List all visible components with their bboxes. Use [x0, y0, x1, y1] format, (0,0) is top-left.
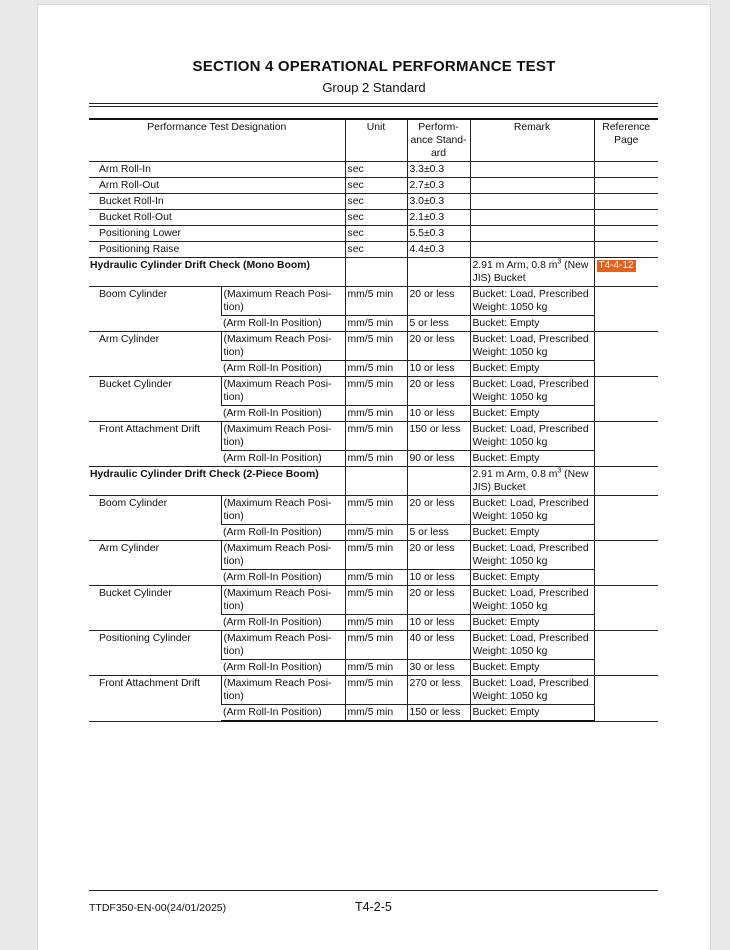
- remark-text: 2.91 m Arm, 0.8 m: [472, 469, 558, 480]
- remark-superscript: 3: [557, 258, 562, 266]
- row-unit: mm/5 min: [345, 586, 407, 615]
- table-row: [89, 242, 658, 258]
- title-divider: [89, 103, 658, 107]
- row-unit: sec: [345, 162, 407, 178]
- remark-text-continued: (New JIS) Bucket: [472, 260, 589, 284]
- table-row: [89, 210, 658, 226]
- row-designation: Bucket Cylinder: [89, 586, 221, 631]
- row-standard: 20 or less: [407, 541, 470, 570]
- row-reference: [594, 287, 658, 332]
- row-reference: [594, 226, 658, 242]
- row-designation: Arm Cylinder: [89, 332, 221, 377]
- row-standard: 3.0±0.3: [407, 194, 470, 210]
- performance-table: [89, 118, 658, 722]
- row-unit: mm/5 min: [345, 377, 407, 406]
- row-reference: [594, 162, 658, 178]
- row-remark: Bucket: Empty: [470, 570, 594, 586]
- row-designation: Arm Cylinder: [89, 541, 221, 586]
- row-remark: Bucket: Empty: [470, 406, 594, 422]
- header-standard: Perform- ance Stand- ard: [407, 119, 470, 162]
- row-remark: Bucket: Load, Prescribed Weight: 1050 kg: [470, 377, 594, 406]
- row-unit: sec: [345, 226, 407, 242]
- row-remark: [470, 162, 594, 178]
- row-remark: Bucket: Load, Prescribed Weight: 1050 kg: [470, 586, 594, 615]
- header-reference: Reference Page: [594, 119, 658, 162]
- row-unit: mm/5 min: [345, 422, 407, 451]
- row-reference: [594, 676, 658, 722]
- row-remark: Bucket: Load, Prescribed Weight: 1050 kg: [470, 422, 594, 451]
- table-row: [89, 226, 658, 242]
- row-remark: Bucket: Load, Prescribed Weight: 1050 kg: [470, 332, 594, 361]
- row-unit: mm/5 min: [345, 332, 407, 361]
- row-standard: 30 or less: [407, 660, 470, 676]
- row-standard: 5 or less: [407, 316, 470, 332]
- row-remark: [470, 194, 594, 210]
- row-remark: [470, 242, 594, 258]
- row-designation: Boom Cylinder: [89, 496, 221, 541]
- table-row: [89, 287, 658, 316]
- row-standard: 20 or less: [407, 586, 470, 615]
- row-standard: 3.3±0.3: [407, 162, 470, 178]
- row-unit: mm/5 min: [345, 705, 407, 722]
- row-reference: [594, 242, 658, 258]
- row-standard: 20 or less: [407, 287, 470, 316]
- row-unit: mm/5 min: [345, 615, 407, 631]
- row-standard: 150 or less: [407, 705, 470, 722]
- row-unit: mm/5 min: [345, 660, 407, 676]
- row-designation: Positioning Cylinder: [89, 631, 221, 676]
- remark-superscript: 3: [557, 467, 562, 475]
- row-unit: mm/5 min: [345, 541, 407, 570]
- document-id: TTDF350-EN-00(24/01/2025): [89, 902, 227, 914]
- row-condition: (Maximum Reach Posi- tion): [221, 586, 345, 615]
- reference-link[interactable]: T4-4-12: [598, 260, 634, 271]
- row-remark: Bucket: Empty: [470, 705, 594, 722]
- page-number: T4-2-5: [355, 900, 392, 914]
- row-standard: [407, 467, 470, 496]
- row-remark: Bucket: Load, Prescribed Weight: 1050 kg: [470, 541, 594, 570]
- row-condition: (Arm Roll-In Position): [221, 316, 345, 332]
- remark-text: 2.91 m Arm, 0.8 m: [472, 260, 558, 271]
- row-standard: 40 or less: [407, 631, 470, 660]
- row-designation: Bucket Cylinder: [89, 377, 221, 422]
- row-remark: Bucket: Empty: [470, 615, 594, 631]
- table-body: [89, 119, 658, 721]
- row-designation: Arm Roll-In: [89, 162, 345, 178]
- section-remark: [470, 258, 594, 287]
- row-unit: mm/5 min: [345, 631, 407, 660]
- section-header-row: [89, 258, 658, 287]
- table-row: [89, 676, 658, 705]
- row-standard: 20 or less: [407, 377, 470, 406]
- remark-text-continued: (New JIS) Bucket: [472, 469, 589, 493]
- row-standard: 5 or less: [407, 525, 470, 541]
- row-standard: 4.4±0.3: [407, 242, 470, 258]
- row-condition: (Maximum Reach Posi- tion): [221, 332, 345, 361]
- section-title: SECTION 4 OPERATIONAL PERFORMANCE TEST: [192, 58, 556, 75]
- row-unit: mm/5 min: [345, 451, 407, 467]
- section-header: Hydraulic Cylinder Drift Check (2-Piece Boom): [89, 467, 345, 496]
- section-header-row: [89, 467, 658, 496]
- row-reference: [594, 178, 658, 194]
- row-standard: 270 or less: [407, 676, 470, 705]
- table-row: [89, 332, 658, 361]
- document-page: [37, 4, 711, 950]
- row-remark: [470, 178, 594, 194]
- row-unit: mm/5 min: [345, 406, 407, 422]
- row-unit: sec: [345, 178, 407, 194]
- row-remark: Bucket: Load, Prescribed Weight: 1050 kg: [470, 287, 594, 316]
- row-unit: sec: [345, 210, 407, 226]
- row-standard: 10 or less: [407, 570, 470, 586]
- table-row: [89, 541, 658, 570]
- row-reference: [594, 210, 658, 226]
- row-reference: [594, 541, 658, 586]
- row-remark: Bucket: Empty: [470, 361, 594, 377]
- row-remark: Bucket: Empty: [470, 525, 594, 541]
- section-reference: [594, 258, 658, 287]
- table-row: [89, 162, 658, 178]
- row-unit: mm/5 min: [345, 287, 407, 316]
- row-remark: Bucket: Empty: [470, 660, 594, 676]
- row-designation: Front Attachment Drift: [89, 422, 221, 467]
- row-designation: Positioning Lower: [89, 226, 345, 242]
- row-condition: (Arm Roll-In Position): [221, 660, 345, 676]
- row-designation: Front Attachment Drift: [89, 676, 221, 722]
- row-condition: (Maximum Reach Posi- tion): [221, 541, 345, 570]
- section-reference: [594, 467, 658, 496]
- row-reference: [594, 377, 658, 422]
- row-remark: [470, 226, 594, 242]
- row-standard: 2.1±0.3: [407, 210, 470, 226]
- footer-divider: [89, 890, 658, 891]
- row-condition: (Arm Roll-In Position): [221, 525, 345, 541]
- row-designation: Bucket Roll-In: [89, 194, 345, 210]
- row-condition: (Maximum Reach Posi- tion): [221, 676, 345, 705]
- table-row: [89, 631, 658, 660]
- row-standard: 90 or less: [407, 451, 470, 467]
- row-remark: Bucket: Load, Prescribed Weight: 1050 kg: [470, 631, 594, 660]
- row-condition: (Arm Roll-In Position): [221, 705, 345, 722]
- header-designation: Performance Test Designation: [89, 119, 345, 162]
- row-standard: 20 or less: [407, 332, 470, 361]
- table-header-row: [89, 119, 658, 162]
- row-standard: 10 or less: [407, 406, 470, 422]
- row-unit: sec: [345, 242, 407, 258]
- row-unit: mm/5 min: [345, 570, 407, 586]
- row-standard: [407, 258, 470, 287]
- row-condition: (Maximum Reach Posi- tion): [221, 496, 345, 525]
- section-header: Hydraulic Cylinder Drift Check (Mono Boom): [89, 258, 345, 287]
- table-row: [89, 586, 658, 615]
- row-condition: (Arm Roll-In Position): [221, 615, 345, 631]
- row-reference: [594, 194, 658, 210]
- row-standard: 150 or less: [407, 422, 470, 451]
- row-reference: [594, 586, 658, 631]
- row-standard: 20 or less: [407, 496, 470, 525]
- row-condition: (Arm Roll-In Position): [221, 361, 345, 377]
- row-unit: mm/5 min: [345, 316, 407, 332]
- table-row: [89, 422, 658, 451]
- row-condition: (Arm Roll-In Position): [221, 406, 345, 422]
- row-remark: [470, 210, 594, 226]
- row-standard: 10 or less: [407, 361, 470, 377]
- row-remark: Bucket: Empty: [470, 451, 594, 467]
- row-standard: 10 or less: [407, 615, 470, 631]
- header-unit: Unit: [345, 119, 407, 162]
- row-unit: sec: [345, 194, 407, 210]
- table-row: [89, 178, 658, 194]
- table-row: [89, 377, 658, 406]
- group-title: Group 2 Standard: [322, 80, 426, 95]
- row-designation: Arm Roll-Out: [89, 178, 345, 194]
- row-designation: Boom Cylinder: [89, 287, 221, 332]
- row-designation: Bucket Roll-Out: [89, 210, 345, 226]
- section-remark: [470, 467, 594, 496]
- row-reference: [594, 631, 658, 676]
- row-unit: [345, 467, 407, 496]
- row-designation: Positioning Raise: [89, 242, 345, 258]
- row-standard: 2.7±0.3: [407, 178, 470, 194]
- row-condition: (Maximum Reach Posi- tion): [221, 422, 345, 451]
- table-row: [89, 194, 658, 210]
- row-unit: mm/5 min: [345, 676, 407, 705]
- row-reference: [594, 422, 658, 467]
- row-condition: (Arm Roll-In Position): [221, 570, 345, 586]
- row-remark: Bucket: Empty: [470, 316, 594, 332]
- row-condition: (Maximum Reach Posi- tion): [221, 287, 345, 316]
- row-unit: [345, 258, 407, 287]
- row-remark: Bucket: Load, Prescribed Weight: 1050 kg: [470, 496, 594, 525]
- header-remark: Remark: [470, 119, 594, 162]
- row-unit: mm/5 min: [345, 496, 407, 525]
- row-unit: mm/5 min: [345, 525, 407, 541]
- row-reference: [594, 332, 658, 377]
- row-condition: (Arm Roll-In Position): [221, 451, 345, 467]
- row-remark: Bucket: Load, Prescribed Weight: 1050 kg: [470, 676, 594, 705]
- row-reference: [594, 496, 658, 541]
- row-unit: mm/5 min: [345, 361, 407, 377]
- row-condition: (Maximum Reach Posi- tion): [221, 377, 345, 406]
- row-standard: 5.5±0.3: [407, 226, 470, 242]
- table-row: [89, 496, 658, 525]
- row-condition: (Maximum Reach Posi- tion): [221, 631, 345, 660]
